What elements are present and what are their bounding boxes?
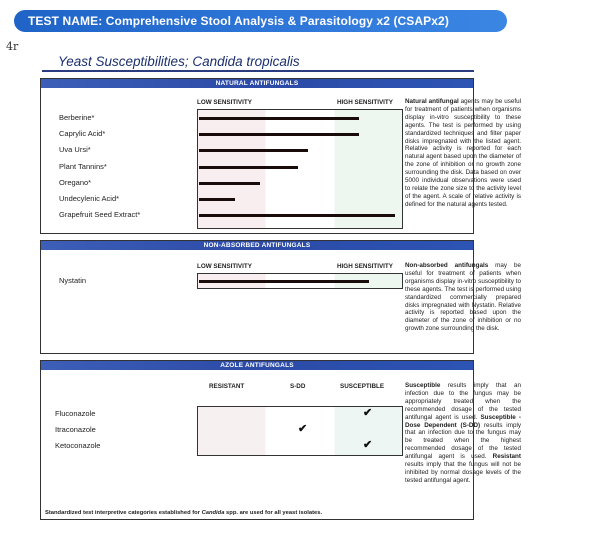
title-underline: [42, 70, 474, 72]
azole-antifungals-panel: [40, 360, 521, 520]
sdd-column-header: S-DD: [290, 383, 306, 390]
natural-antifungals-panel: [40, 78, 521, 234]
sensitivity-bar: [199, 182, 260, 185]
check-icon: ✔: [363, 439, 373, 451]
sensitivity-bar: [199, 280, 369, 283]
agent-label: Caprylic Acid*: [59, 129, 106, 139]
natural-sensitivity-scale: [197, 109, 403, 229]
nonabsorbed-antifungals-panel: [40, 240, 522, 354]
footnote-genus: Candida: [201, 510, 225, 516]
desc-text: results imply that an infection due to the fungus may be appropriately treated when the recommended dosage of the tested antifungal agent is used.: [405, 382, 521, 421]
desc-sdd-term: Susceptible - Dose Dependent (S-DD): [405, 413, 521, 429]
agent-label: Plant Tannins*: [59, 161, 107, 171]
high-sensitivity-label: HIGH SENSITIVITY: [337, 263, 393, 270]
azole-agent-label: Fluconazole: [55, 409, 96, 418]
footnote: [45, 510, 322, 516]
desc-text: results imply that an infection due to the fungus may be treated when the highest recommended dosage of the tested antifungal agent is used.: [405, 421, 521, 461]
agent-label: Undecylenic Acid*: [59, 194, 120, 203]
natural-desc-text: agents may be useful for treatment of patients when organisms display in-vitro susceptibility to these agents. The test is performed by using standardized techniques and filter paper disks impregnated with the listed agent. Relative activity is reported for each natural agent based upon the diameter of the zone of inhibition or no growth zone surrounding the disk. Data based on over 5000 individual observations were used to relate the zone size to the activity level of the agent. A scale of relative activity is defined for the natural agents tested.: [405, 98, 521, 208]
azole-antifungals-heading: AZOLE ANTIFUNGALS: [41, 361, 473, 370]
nonabsorbed-desc-text: may be useful for treatment of patients when organisms display in-vitro susceptibility to these agents. The test is performed using standardized commercially prepared disks impregnated with Nystatin. Relative activity is reported based upon the diameter of the zone of inhibition or no growth zone surrounding the disk.: [405, 262, 522, 333]
low-sensitivity-label: LOW SENSITIVITY: [197, 99, 252, 106]
check-icon: ✔: [363, 407, 373, 419]
natural-desc-bold: Natural antifungal: [405, 98, 459, 105]
agent-label: Uva Ursi*: [59, 145, 91, 155]
nonabsorbed-antifungals-heading: NON-ABSORBED ANTIFUNGALS: [41, 241, 473, 250]
agent-label: Nystatin: [59, 276, 87, 285]
nonabsorbed-desc-bold: Non-absorbed antifungals: [405, 262, 489, 269]
azole-agent-label: Ketoconazole: [55, 441, 101, 450]
resistant-column-header: RESISTANT: [209, 383, 245, 390]
sensitivity-bar: [199, 117, 359, 120]
desc-resistant-term: Resistant: [492, 453, 521, 461]
natural-antifungals-heading: NATURAL ANTIFUNGALS: [41, 79, 473, 88]
azole-result-grid: [197, 406, 403, 456]
test-name: TEST NAME: Comprehensive Stool Analysis & Parasitology x2 (CSAPx2): [28, 14, 449, 28]
check-icon: ✔: [298, 423, 308, 435]
natural-description: [405, 98, 521, 209]
agent-label: Grapefruit Seed Extract*: [59, 210, 141, 220]
test-name-banner: [14, 10, 507, 32]
handwritten-mark: 4r: [6, 40, 19, 53]
footnote-text: spp. are used for all yeast isolates.: [224, 510, 323, 516]
sensitivity-bar: [199, 149, 308, 152]
section-title: Yeast Susceptibilities; Candida tropicalis: [58, 54, 300, 69]
nonabsorbed-sensitivity-scale: [197, 273, 403, 289]
desc-text: results imply that the fungus will not be inhibited by normal dosage levels of the tested antifungal agent.: [405, 461, 521, 484]
susceptible-column-header: SUSCEPTIBLE: [340, 383, 385, 390]
nonabsorbed-description: [405, 262, 521, 333]
agent-label: Berberine*: [59, 113, 95, 122]
agent-label: Oregano*: [59, 177, 92, 187]
azole-agent-label: Itraconazole: [55, 425, 96, 434]
desc-susceptible-term: Susceptible: [405, 382, 441, 389]
sensitivity-bar: [199, 214, 395, 217]
azole-description: [405, 382, 521, 485]
high-sensitivity-label: HIGH SENSITIVITY: [337, 99, 393, 106]
sensitivity-bar: [199, 133, 359, 136]
sensitivity-bar: [199, 198, 235, 201]
low-sensitivity-label: LOW SENSITIVITY: [197, 263, 252, 270]
footnote-text: Standardized test interpretive categories established for: [45, 510, 202, 516]
sensitivity-bar: [199, 166, 298, 169]
